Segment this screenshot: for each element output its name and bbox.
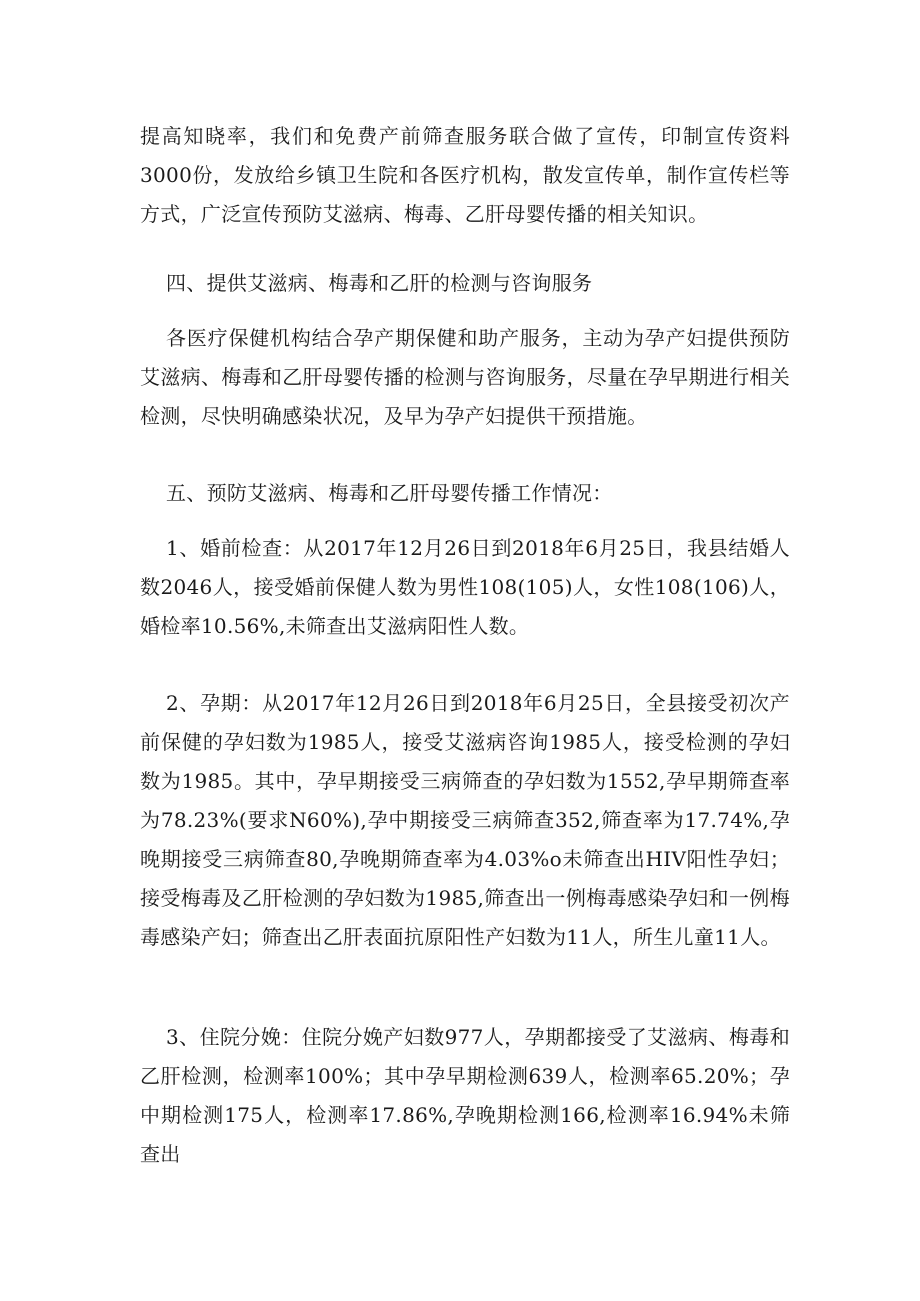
heading-section-four: 四、提供艾滋病、梅毒和乙肝的检测与咨询服务 (166, 271, 593, 295)
paragraph-premarital-check: 1、婚前检查：从2017年12月26日到2018年6月25日，我县结婚人数2046人，接受婚前保健人数为男性108(105)人，女性108(106)人，婚检率10.56%,未筛查出艾滋病阳性人数。 (140, 536, 790, 638)
paragraph-testing-services: 各医疗保健机构结合孕产期保健和助产服务，主动为孕产妇提供预防艾滋病、梅毒和乙肝母婴传播的检测与咨询服务，尽量在孕早期进行相关检测，尽快明确感染状况，及早为孕产妇提供干预措施。 (140, 326, 790, 428)
paragraph-pregnancy: 2、孕期：从2017年12月26日到2018年6月25日，全县接受初次产前保健的孕妇数为1985人，接受艾滋病咨询1985人，接受检测的孕妇数为1985。其中，孕早期接受三病筛查的孕妇数为1552,孕早期筛查率为78.23%(要求N60%),孕中期接受三病筛查352,筛查率为17.74%,孕晚期接受三病筛查80,孕晚期筛查率为4.03%o未筛查出HIV阳性孕妇；接受梅毒及乙肝检测的孕妇数为1985,筛查出一例梅毒感染孕妇和一例梅毒感染产妇；筛查出乙肝表面抗原阳性产妇数为11人，所生儿童11人。 (140, 691, 790, 949)
paragraph-hospital-delivery: 3、住院分娩：住院分娩产妇数977人，孕期都接受了艾滋病、梅毒和乙肝检测，检测率100%；其中孕早期检测639人，检测率65.20%；孕中期检测175人，检测率17.86%,孕晚期检测166,检测率16.94%未筛查出 (140, 1025, 790, 1166)
heading-section-five: 五、预防艾滋病、梅毒和乙肝母婴传播工作情况： (166, 481, 613, 505)
paragraph-publicity: 提高知晓率，我们和免费产前筛查服务联合做了宣传，印制宣传资料3000份，发放给乡镇卫生院和各医疗机构，散发宣传单，制作宣传栏等方式，广泛宣传预防艾滋病、梅毒、乙肝母婴传播的相关知识。 (140, 124, 790, 226)
